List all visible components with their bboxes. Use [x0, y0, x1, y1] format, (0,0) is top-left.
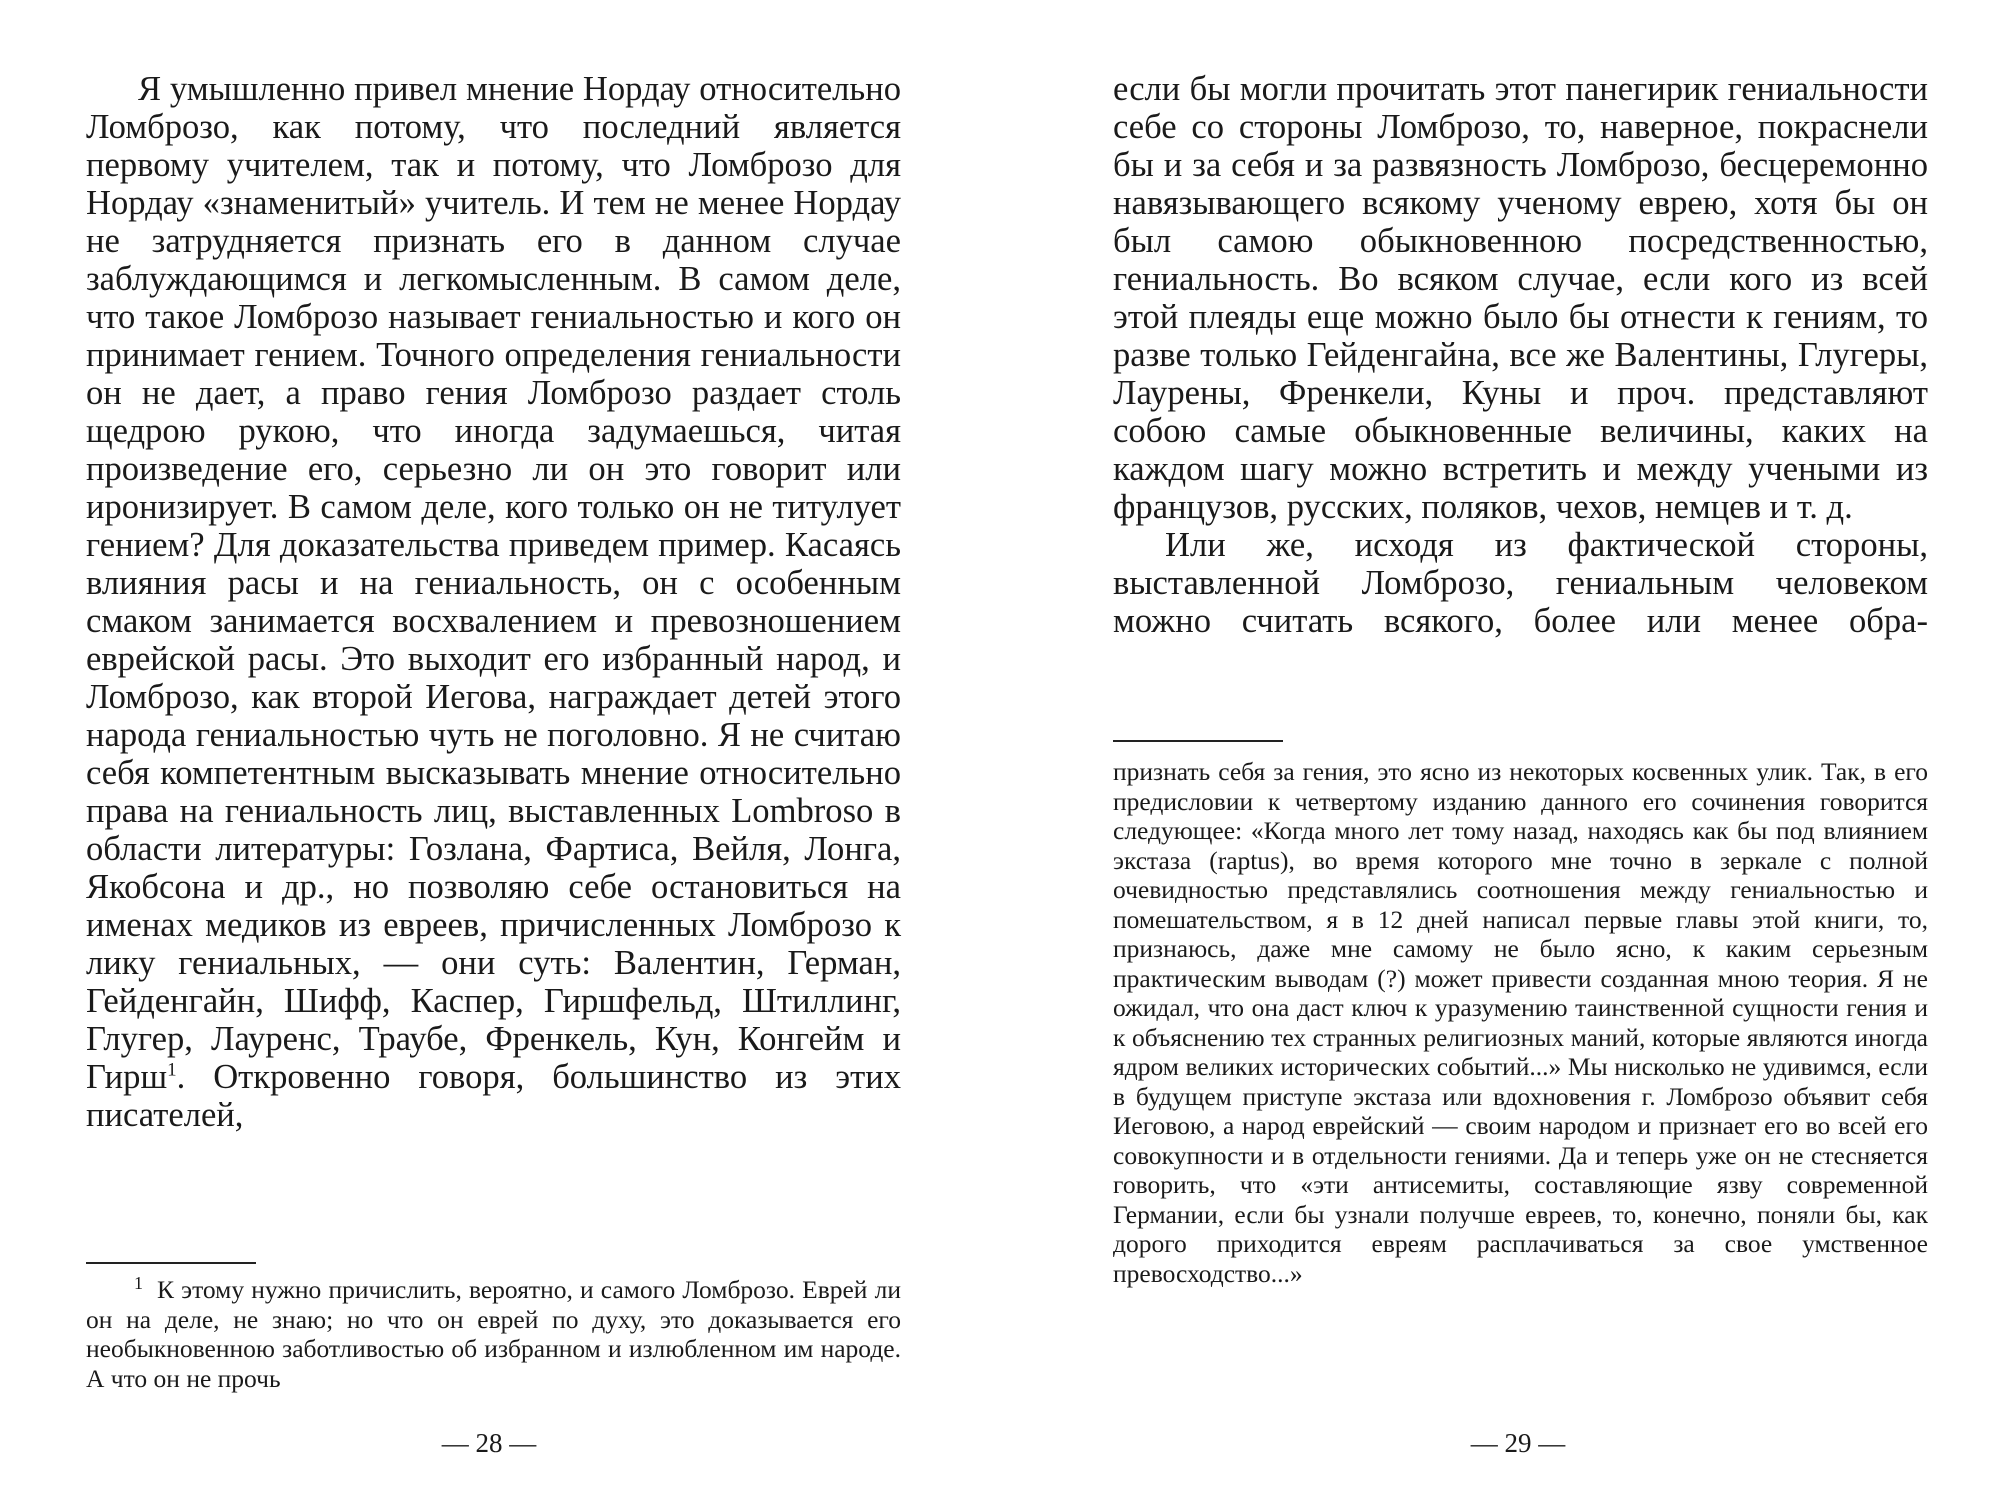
page-number: — 29 —: [1470, 1428, 1566, 1458]
footnote-reference: 1: [167, 1059, 177, 1081]
footnotes: [1113, 757, 1928, 1288]
body-paragraph: если бы могли прочитать этот панегирик гениальности себе со стороны Ломброзо, то, наверное, покраснели бы и за себя и за развязность Ломброзо, бесцеремонно навязывающего всякому ученому еврею, хотя бы он был самою обыкновенною посредственностью, гениальность. Во всяком случае, если кого из всей этой плеяды еще можно было бы отнести к гениям, то разве только Гейденгайна, все же Валентины, Глугеры, Лаурены, Френкели, Куны и проч. представляют собою самые обыкновенные величины, каких на каждом шагу можно встретить и между учеными из французов, русских, поляков, чехов, немцев и т. д.: [1113, 70, 1928, 526]
body-paragraph-tail: . Откровенно говоря, большинство из этих писателей,: [86, 1058, 901, 1134]
footnote: [86, 1272, 901, 1393]
footnote-marker: 1: [134, 1272, 143, 1293]
main-text: [86, 70, 901, 1134]
main-text: [1113, 70, 1928, 640]
footnote-text: К этому нужно причислить, вероятно, и самого Ломброзо. Еврей ли он на деле, не знаю; но что он еврей по духу, это доказывается его необыкновенною заботливостью об избранном и излюбленном им народе. А что он не прочь: [86, 1275, 901, 1393]
body-paragraph: [86, 70, 901, 1134]
page-number: — 28 —: [441, 1428, 537, 1458]
right-page: [1000, 0, 2000, 1489]
footnote-divider: [1113, 740, 1283, 742]
body-paragraph-text: Я умышленно привел мнение Нордау относительно Ломброзо, как потому, что последний является первому учителем, так и потому, что Ломброзо для Нордау «знаменитый» учитель. И тем не менее Нордау не затрудняется признать его в данном случае заблуждающимся и легкомысленным. В самом деле, что такое Ломброзо называет гениальностью и кого он принимает гением. Точного определения гениальности он не дает, а право гения Ломброзо раздает столь щедрою рукою, что иногда задумаешься, читая произведение его, серьезно ли он это говорит или иронизирует. В самом деле, кого только он не титулует гением? Для доказательства приведем пример. Касаясь влияния расы и на гениальность, он с особенным смаком занимается восхвалением и превозношением еврейской расы. Это выходит его избранный народ, и Ломброзо, как второй Иегова, награждает детей этого народа гениальностью чуть не поголовно. Я не считаю себя компетентным высказывать мнение относительно права на гениальность лиц, выставленных Lombroso в области литературы: Гозлана, Фартиса, Вейля, Лонга, Якобсона и др., но позволяю себе остановиться на именах медиков из евреев, причисленных Ломброзо к лику гениальных, — они суть: Валентин, Герман, Гейденгайн, Шифф, Каспер, Гиршфельд, Штиллинг, Глугер, Лауренс, Траубе, Френкель, Кун, Конгейм и Гирш: [86, 70, 901, 1096]
footnotes: [86, 1272, 901, 1393]
body-paragraph: Или же, исходя из фактической стороны, выставленной Ломброзо, гениальным человеком можно считать всякого, более или менее обра-: [1113, 526, 1928, 640]
footnote-continuation: признать себя за гения, это ясно из некоторых косвенных улик. Так, в его предисловии к четвертому изданию данного его сочинения говорится следующее: «Когда много лет тому назад, находясь как бы под влиянием экстаза (raptus), во время которого мне точно в зеркале с полной очевидностью представлялись соотношения между гениальностью и помешательством, я в 12 дней написал первые главы этой книги, то, признаюсь, даже мне самому не было ясно, к каким серьезным практическим выводам (?) может привести созданная мною теория. Я не ожидал, что она даст ключ к уразумению таинственной сущности гения и к объяснению тех странных религиозных маний, которые являются иногда ядром великих исторических событий...» Мы нисколько не удивимся, если в будущем приступе экстаза или вдохновения г. Ломброзо объявит себя Иеговою, а народ еврейский — своим народом и признает его во всей его совокупности и в отдельности гениями. Да и теперь уже он не стесняется говорить, что «эти антисемиты, составляющие язву современной Германии, если бы узнали получше евреев, то, конечно, поняли бы, как дорого приходится евреям расплачиваться за свое умственное превосходство...»: [1113, 757, 1928, 1288]
footnote-divider: [86, 1262, 256, 1264]
